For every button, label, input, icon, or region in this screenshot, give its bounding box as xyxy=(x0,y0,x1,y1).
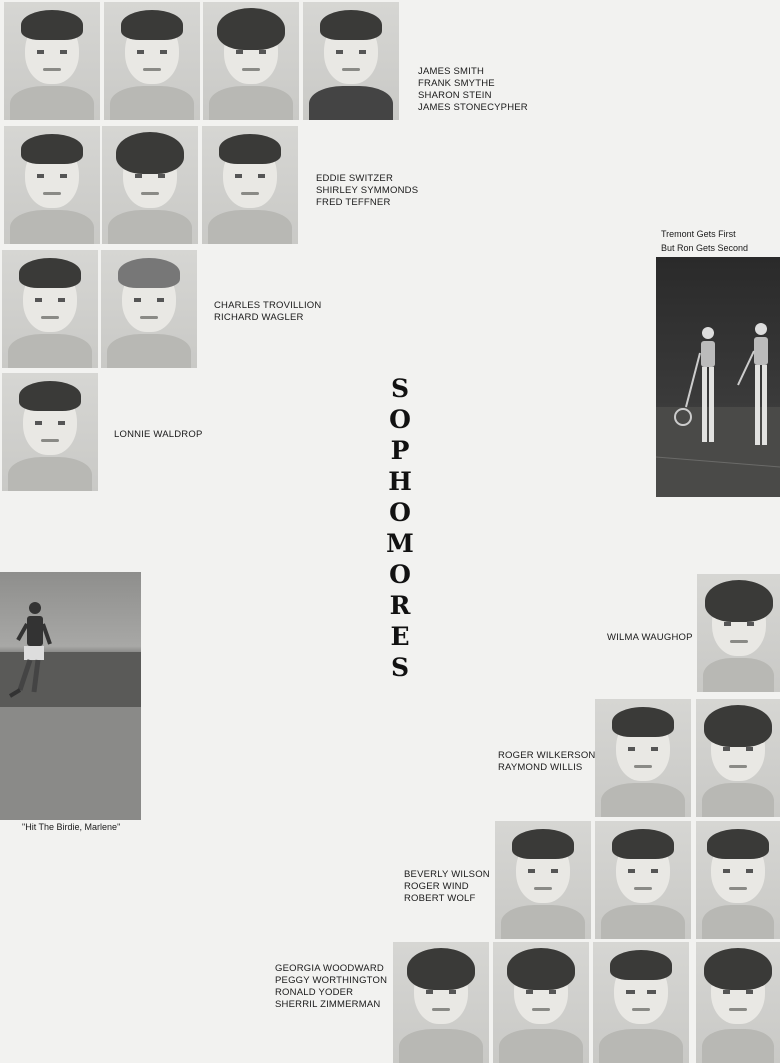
name-list-group7 xyxy=(404,869,490,905)
title-letter: O xyxy=(389,560,411,589)
name-list-group6 xyxy=(498,750,596,774)
name-list-group4 xyxy=(114,429,203,441)
portrait-beverly-wilson xyxy=(495,821,591,939)
portrait-roger-wind xyxy=(595,821,691,939)
title-letter: S xyxy=(390,653,410,682)
student-name: GEORGIA WOODWARD xyxy=(275,963,384,974)
badminton-caption xyxy=(661,227,748,255)
student-name: FRED TEFFNER xyxy=(316,197,391,208)
section-title-sophomores xyxy=(383,373,417,683)
portrait-ronald-yoder xyxy=(593,942,689,1063)
portrait-lonnie-waldrop xyxy=(2,373,98,491)
portrait-sherril-zimmerman xyxy=(696,942,780,1063)
portrait-raymond-willis xyxy=(696,699,780,817)
student-name: FRANK SMYTHE xyxy=(418,78,495,89)
student-name: JAMES SMITH xyxy=(418,66,485,77)
student-name: JAMES STONECYPHER xyxy=(418,102,528,113)
runner-illustration xyxy=(0,572,141,820)
portrait-shirley-symmonds xyxy=(102,126,198,244)
name-list-group8 xyxy=(275,963,387,1011)
title-letter: R xyxy=(389,591,411,620)
caption-line: But Ron Gets Second xyxy=(661,243,749,253)
student-name: SHIRLEY SYMMONDS xyxy=(316,185,419,196)
student-name: PEGGY WORTHINGTON xyxy=(275,975,388,986)
portrait-james-stonecypher xyxy=(303,2,399,120)
portrait-eddie-switzer xyxy=(4,126,100,244)
portrait-james-smith xyxy=(4,2,100,120)
title-letter: E xyxy=(390,622,410,651)
portrait-georgia-woodward xyxy=(393,942,489,1063)
runner-caption: "Hit The Birdie, Marlene" xyxy=(22,822,121,832)
student-name: RONALD YODER xyxy=(275,987,354,998)
portrait-charles-trovillion xyxy=(2,250,98,368)
student-name: ROGER WIND xyxy=(404,881,469,892)
portrait-fred-teffner xyxy=(202,126,298,244)
portrait-roger-wilkerson xyxy=(595,699,691,817)
student-name: RAYMOND WILLIS xyxy=(498,762,583,773)
portrait-wilma-waughop xyxy=(697,574,780,692)
runner-photo xyxy=(0,572,141,820)
badminton-players-illustration xyxy=(656,257,780,497)
portrait-richard-wagler xyxy=(101,250,197,368)
name-list-group2 xyxy=(316,173,418,209)
title-letter: O xyxy=(389,498,411,527)
title-letter: S xyxy=(390,374,410,403)
portrait-robert-wolf xyxy=(696,821,780,939)
name-list-group3 xyxy=(214,300,321,324)
portrait-frank-smythe xyxy=(104,2,200,120)
name-list-group5 xyxy=(607,632,693,644)
student-name: CHARLES TROVILLION xyxy=(214,300,322,311)
title-letter: O xyxy=(389,405,411,434)
student-name: EDDIE SWITZER xyxy=(316,173,394,184)
caption-line: Tremont Gets First xyxy=(661,229,736,239)
badminton-photo xyxy=(656,257,780,497)
portrait-sharon-stein xyxy=(203,2,299,120)
student-name: LONNIE WALDROP xyxy=(114,429,203,440)
title-letter: H xyxy=(388,467,412,496)
title-letter: P xyxy=(390,436,410,465)
name-list-group1 xyxy=(418,66,528,114)
student-name: ROGER WILKERSON xyxy=(498,750,596,761)
title-letter: M xyxy=(386,529,414,558)
student-name: SHERRIL ZIMMERMAN xyxy=(275,999,381,1010)
portrait-peggy-worthington xyxy=(493,942,589,1063)
student-name: ROBERT WOLF xyxy=(404,893,476,904)
student-name: BEVERLY WILSON xyxy=(404,869,490,880)
student-name: WILMA WAUGHOP xyxy=(607,632,693,643)
student-name: RICHARD WAGLER xyxy=(214,312,304,323)
student-name: SHARON STEIN xyxy=(418,90,492,101)
